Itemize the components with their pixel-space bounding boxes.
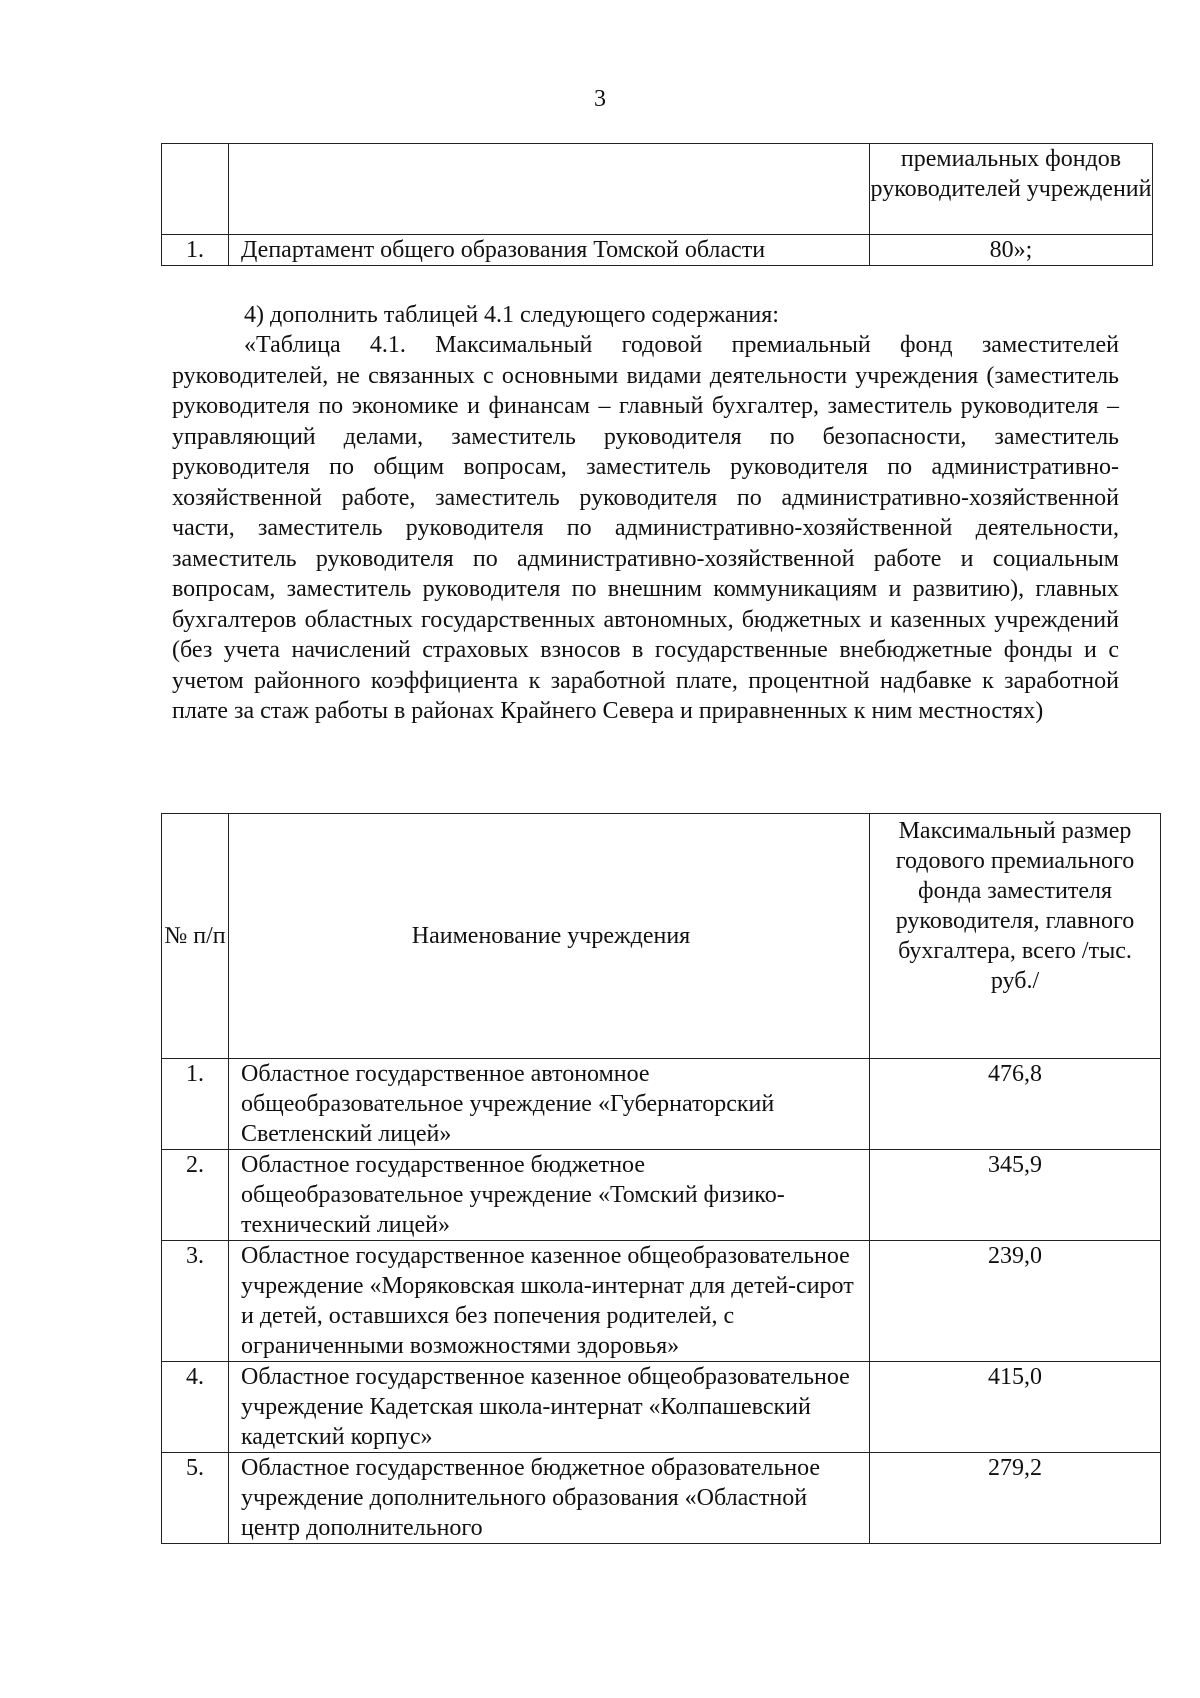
institution-name: Департамент общего образования Томской области: [229, 235, 870, 266]
column-header-fund: премиальных фондов руководителей учреждений: [870, 144, 1153, 235]
table-row: [162, 1362, 1161, 1453]
row-number: 1.: [162, 1059, 229, 1150]
institution-name: Областное государственное автономное общеобразовательное учреждение «Губернаторский Светленский лицей»: [229, 1059, 870, 1150]
column-header-name: Наименование учреждения: [229, 814, 870, 1059]
table-row: [162, 1241, 1161, 1362]
institution-name: Областное государственное казенное общеобразовательное учреждение Кадетская школа-интернат «Колпашевский кадетский корпус»: [229, 1362, 870, 1453]
instruction-paragraph: 4) дополнить таблицей 4.1 следующего содержания:: [244, 302, 779, 328]
table-row: [162, 235, 1153, 266]
top-table: [161, 143, 1153, 266]
row-number: 3.: [162, 1241, 229, 1362]
row-number: 1.: [162, 235, 229, 266]
table-cell: [162, 144, 229, 235]
institution-name: Областное государственное бюджетное общеобразовательное учреждение «Томский физико-технический лицей»: [229, 1150, 870, 1241]
table-row: [162, 1453, 1161, 1544]
table-row: [162, 1059, 1161, 1150]
fund-value: 80»;: [870, 235, 1153, 266]
table-caption: «Таблица 4.1. Максимальный годовой премиальный фонд заместителей руководителей, не связанных с основными видами деятельности учреждения (заместитель руководителя по экономике и финансам – главный бухгалтер, заместитель руководителя – управляющий делами, заместитель руководителя по безопасности, заместитель руководителя по общим вопросам, заместитель руководителя по административно-хозяйственной работе, заместитель руководителя по административно-хозяйственной части, заместитель руководителя по административно-хозяйственной деятельности, заместитель руководителя по административно-хозяйственной работе и социальным вопросам, заместитель руководителя по внешним коммуникациям и развитию), главных бухгалтеров областных государственных автономных, бюджетных и казенных учреждений (без учета начислений страховых взносов в государственные внебюджетные фонды и с учетом районного коэффициента к заработной плате, процентной надбавке к заработной плате за стаж работы в районах Крайнего Севера и приравненных к ним местностях): [172, 332, 1119, 724]
table-header-row: [162, 814, 1161, 1059]
fund-value: 415,0: [870, 1362, 1161, 1453]
fund-value: 476,8: [870, 1059, 1161, 1150]
fund-value: 279,2: [870, 1453, 1161, 1544]
row-number: 4.: [162, 1362, 229, 1453]
main-table: [161, 813, 1161, 1544]
table-row: [162, 1150, 1161, 1241]
page-number: 3: [594, 86, 606, 112]
row-number: 5.: [162, 1453, 229, 1544]
row-number: 2.: [162, 1150, 229, 1241]
column-header-value: Максимальный размер годового премиального фонда заместителя руководителя, главного бухгалтера, всего /тыс. руб./: [870, 814, 1161, 1059]
fund-value: 239,0: [870, 1241, 1161, 1362]
institution-name: Областное государственное казенное общеобразовательное учреждение «Моряковская школа-интернат для детей-сирот и детей, оставшихся без попечения родителей, с ограниченными возможностями здоровья»: [229, 1241, 870, 1362]
fund-value: 345,9: [870, 1150, 1161, 1241]
table-header-row: [162, 144, 1153, 235]
institution-name: Областное государственное бюджетное образовательное учреждение дополнительного образования «Областной центр дополнительного: [229, 1453, 870, 1544]
column-header-number: № п/п: [162, 814, 229, 1059]
table-cell: [229, 144, 870, 235]
